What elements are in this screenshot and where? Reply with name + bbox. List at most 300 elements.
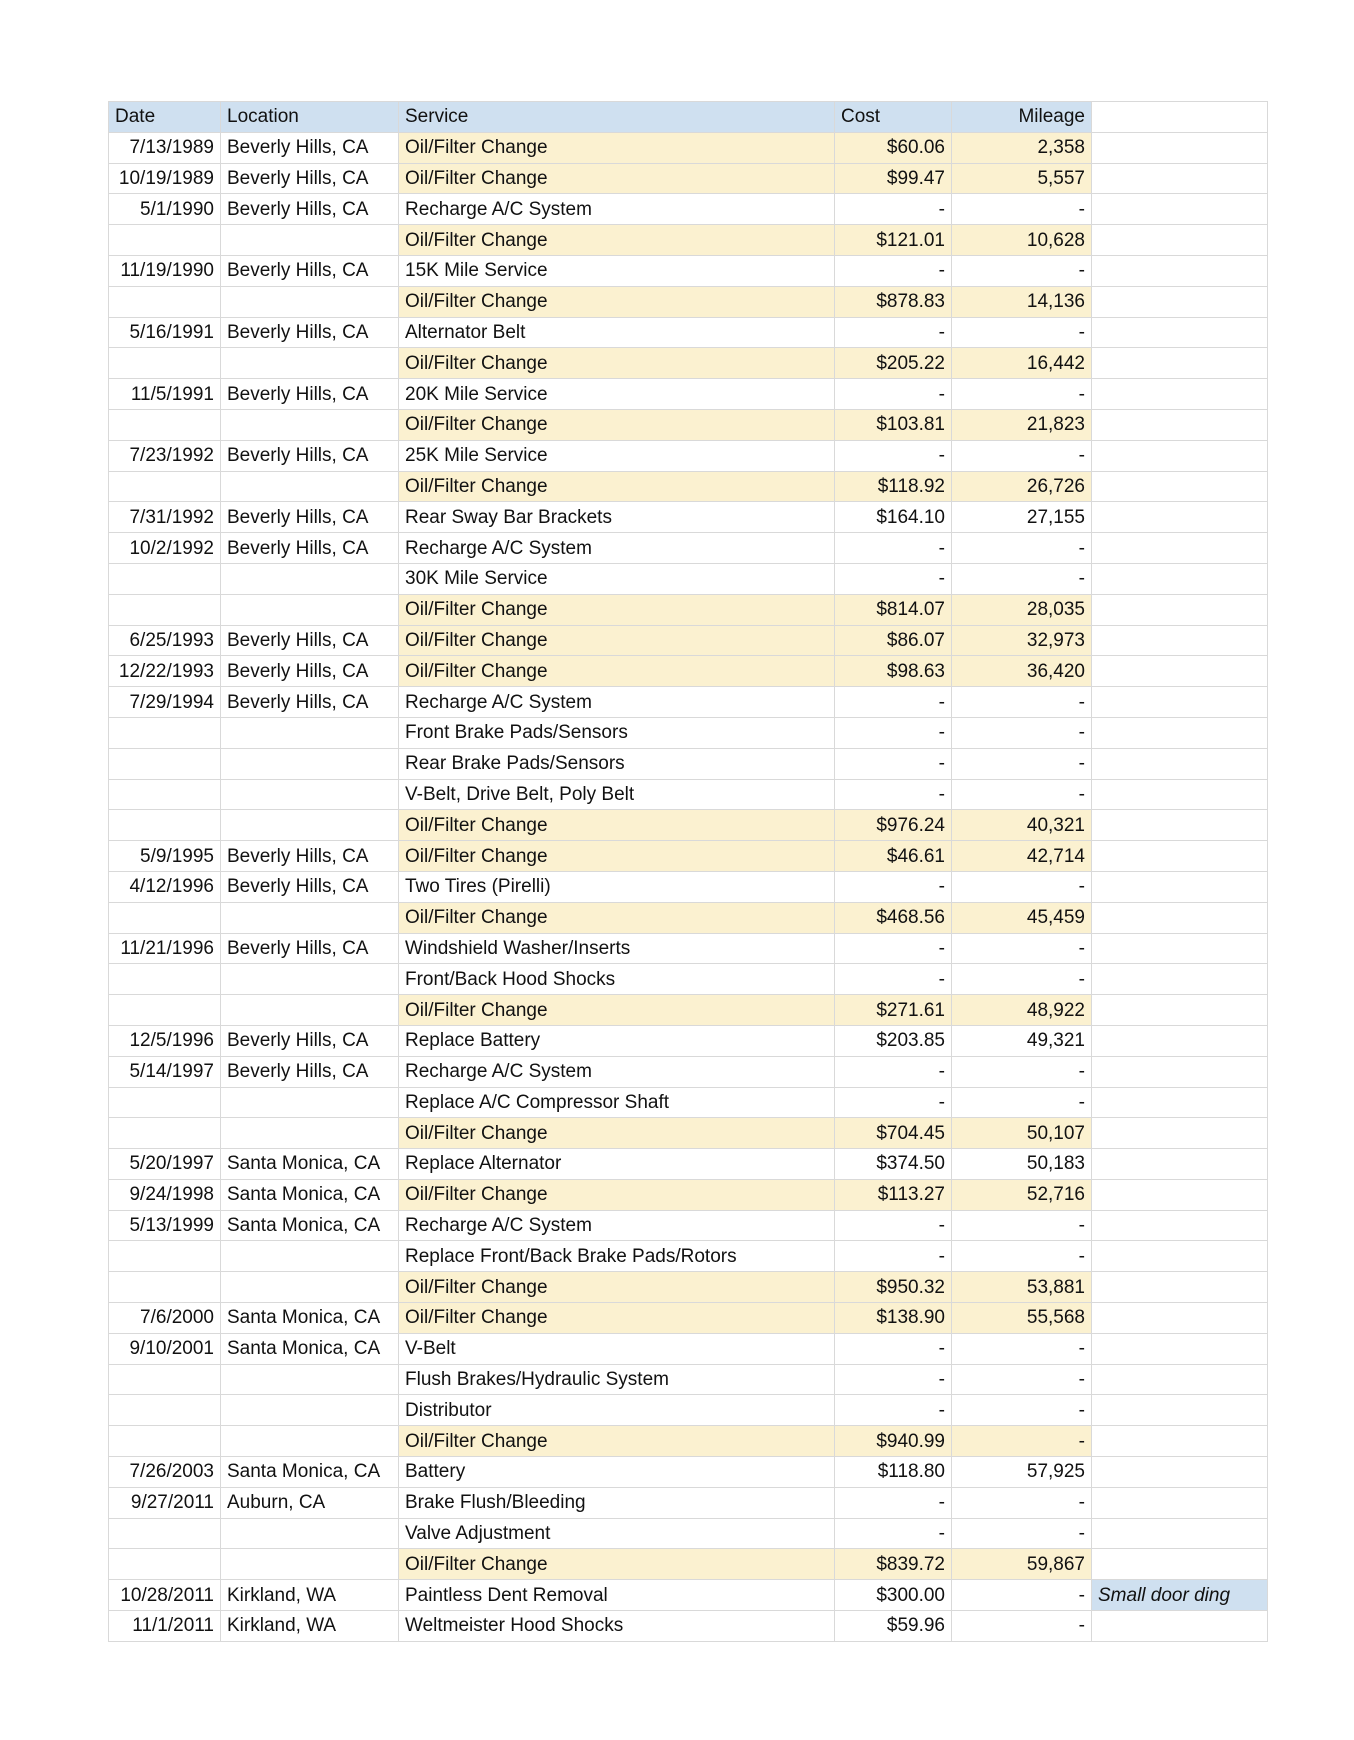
cell-cost[interactable]: - <box>835 194 952 225</box>
cell-mileage[interactable]: 45,459 <box>952 902 1092 933</box>
cell-location[interactable]: Auburn, CA <box>221 1487 399 1518</box>
cell-note[interactable] <box>1092 379 1268 410</box>
cell-location[interactable]: Beverly Hills, CA <box>221 163 399 194</box>
cell-mileage[interactable]: 5,557 <box>952 163 1092 194</box>
cell-date[interactable] <box>109 1364 221 1395</box>
cell-note[interactable] <box>1092 1149 1268 1180</box>
cell-note[interactable] <box>1092 471 1268 502</box>
cell-note[interactable] <box>1092 1241 1268 1272</box>
cell-note[interactable] <box>1092 1118 1268 1149</box>
cell-note[interactable] <box>1092 933 1268 964</box>
cell-mileage[interactable]: 42,714 <box>952 841 1092 872</box>
cell-date[interactable] <box>109 810 221 841</box>
cell-mileage[interactable]: - <box>952 1426 1092 1457</box>
cell-service[interactable]: Replace Battery <box>399 1025 835 1056</box>
cell-date[interactable]: 12/22/1993 <box>109 656 221 687</box>
cell-cost[interactable]: $950.32 <box>835 1272 952 1303</box>
cell-mileage[interactable]: - <box>952 1395 1092 1426</box>
cell-mileage[interactable]: 14,136 <box>952 286 1092 317</box>
cell-mileage[interactable]: - <box>952 379 1092 410</box>
cell-location[interactable]: Beverly Hills, CA <box>221 379 399 410</box>
cell-date[interactable]: 7/13/1989 <box>109 132 221 163</box>
cell-service[interactable]: Oil/Filter Change <box>399 471 835 502</box>
cell-location[interactable] <box>221 717 399 748</box>
cell-cost[interactable]: $103.81 <box>835 409 952 440</box>
cell-mileage[interactable]: - <box>952 563 1092 594</box>
cell-service[interactable]: Oil/Filter Change <box>399 1118 835 1149</box>
cell-mileage[interactable]: 21,823 <box>952 409 1092 440</box>
cell-location[interactable]: Beverly Hills, CA <box>221 255 399 286</box>
cell-date[interactable]: 10/2/1992 <box>109 533 221 564</box>
cell-service[interactable]: Oil/Filter Change <box>399 409 835 440</box>
cell-cost[interactable]: $203.85 <box>835 1025 952 1056</box>
header-mileage[interactable]: Mileage <box>952 102 1092 133</box>
cell-date[interactable]: 5/9/1995 <box>109 841 221 872</box>
cell-service[interactable]: Flush Brakes/Hydraulic System <box>399 1364 835 1395</box>
cell-service[interactable]: Oil/Filter Change <box>399 902 835 933</box>
cell-date[interactable]: 9/10/2001 <box>109 1333 221 1364</box>
cell-date[interactable] <box>109 409 221 440</box>
cell-note[interactable] <box>1092 1395 1268 1426</box>
cell-service[interactable]: Replace Alternator <box>399 1149 835 1180</box>
cell-location[interactable]: Beverly Hills, CA <box>221 1025 399 1056</box>
cell-date[interactable] <box>109 1518 221 1549</box>
cell-note[interactable] <box>1092 409 1268 440</box>
cell-note[interactable] <box>1092 871 1268 902</box>
cell-note[interactable]: Small door ding <box>1092 1580 1268 1611</box>
cell-mileage[interactable]: - <box>952 1611 1092 1642</box>
cell-location[interactable]: Beverly Hills, CA <box>221 194 399 225</box>
cell-date[interactable] <box>109 995 221 1026</box>
cell-cost[interactable]: - <box>835 1518 952 1549</box>
cell-note[interactable] <box>1092 163 1268 194</box>
cell-date[interactable]: 7/6/2000 <box>109 1303 221 1334</box>
cell-service[interactable]: Weltmeister Hood Shocks <box>399 1611 835 1642</box>
cell-service[interactable]: Oil/Filter Change <box>399 1179 835 1210</box>
cell-location[interactable] <box>221 563 399 594</box>
cell-note[interactable] <box>1092 717 1268 748</box>
cell-cost[interactable]: - <box>835 933 952 964</box>
cell-service[interactable]: Oil/Filter Change <box>399 625 835 656</box>
cell-mileage[interactable]: 49,321 <box>952 1025 1092 1056</box>
cell-note[interactable] <box>1092 902 1268 933</box>
cell-cost[interactable]: $121.01 <box>835 225 952 256</box>
cell-mileage[interactable]: 55,568 <box>952 1303 1092 1334</box>
cell-mileage[interactable]: 10,628 <box>952 225 1092 256</box>
cell-note[interactable] <box>1092 1518 1268 1549</box>
cell-mileage[interactable]: 16,442 <box>952 348 1092 379</box>
cell-location[interactable]: Beverly Hills, CA <box>221 687 399 718</box>
cell-note[interactable] <box>1092 1179 1268 1210</box>
cell-location[interactable]: Santa Monica, CA <box>221 1457 399 1488</box>
cell-cost[interactable]: - <box>835 779 952 810</box>
cell-date[interactable]: 5/1/1990 <box>109 194 221 225</box>
cell-location[interactable]: Kirkland, WA <box>221 1580 399 1611</box>
cell-mileage[interactable]: 57,925 <box>952 1457 1092 1488</box>
cell-cost[interactable]: - <box>835 1364 952 1395</box>
cell-mileage[interactable]: - <box>952 1333 1092 1364</box>
cell-date[interactable]: 7/26/2003 <box>109 1457 221 1488</box>
cell-mileage[interactable]: 40,321 <box>952 810 1092 841</box>
cell-location[interactable]: Beverly Hills, CA <box>221 625 399 656</box>
cell-note[interactable] <box>1092 1025 1268 1056</box>
cell-cost[interactable]: $704.45 <box>835 1118 952 1149</box>
cell-note[interactable] <box>1092 255 1268 286</box>
cell-service[interactable]: Recharge A/C System <box>399 533 835 564</box>
cell-cost[interactable]: - <box>835 533 952 564</box>
cell-date[interactable] <box>109 1426 221 1457</box>
cell-note[interactable] <box>1092 687 1268 718</box>
cell-date[interactable]: 5/20/1997 <box>109 1149 221 1180</box>
cell-location[interactable]: Santa Monica, CA <box>221 1149 399 1180</box>
cell-location[interactable]: Beverly Hills, CA <box>221 440 399 471</box>
cell-mileage[interactable]: 53,881 <box>952 1272 1092 1303</box>
cell-location[interactable]: Beverly Hills, CA <box>221 502 399 533</box>
cell-mileage[interactable]: 50,107 <box>952 1118 1092 1149</box>
cell-mileage[interactable]: - <box>952 1580 1092 1611</box>
cell-date[interactable] <box>109 1241 221 1272</box>
cell-cost[interactable]: - <box>835 317 952 348</box>
cell-cost[interactable]: - <box>835 717 952 748</box>
header-location[interactable]: Location <box>221 102 399 133</box>
cell-service[interactable]: Oil/Filter Change <box>399 810 835 841</box>
cell-cost[interactable]: $374.50 <box>835 1149 952 1180</box>
cell-cost[interactable]: - <box>835 1333 952 1364</box>
cell-location[interactable] <box>221 1241 399 1272</box>
cell-location[interactable]: Beverly Hills, CA <box>221 656 399 687</box>
cell-cost[interactable]: - <box>835 964 952 995</box>
cell-note[interactable] <box>1092 594 1268 625</box>
cell-cost[interactable]: $300.00 <box>835 1580 952 1611</box>
cell-cost[interactable]: - <box>835 563 952 594</box>
cell-location[interactable]: Beverly Hills, CA <box>221 933 399 964</box>
cell-note[interactable] <box>1092 1303 1268 1334</box>
cell-note[interactable] <box>1092 841 1268 872</box>
cell-date[interactable]: 11/1/2011 <box>109 1611 221 1642</box>
cell-location[interactable] <box>221 902 399 933</box>
cell-cost[interactable]: $60.06 <box>835 132 952 163</box>
cell-note[interactable] <box>1092 1364 1268 1395</box>
cell-location[interactable] <box>221 348 399 379</box>
cell-cost[interactable]: - <box>835 255 952 286</box>
cell-date[interactable] <box>109 348 221 379</box>
cell-service[interactable]: Oil/Filter Change <box>399 1549 835 1580</box>
cell-mileage[interactable]: - <box>952 1241 1092 1272</box>
cell-date[interactable] <box>109 779 221 810</box>
cell-note[interactable] <box>1092 317 1268 348</box>
cell-service[interactable]: Windshield Washer/Inserts <box>399 933 835 964</box>
cell-date[interactable] <box>109 902 221 933</box>
cell-service[interactable]: 30K Mile Service <box>399 563 835 594</box>
cell-note[interactable] <box>1092 348 1268 379</box>
cell-mileage[interactable]: 48,922 <box>952 995 1092 1026</box>
cell-service[interactable]: Oil/Filter Change <box>399 594 835 625</box>
cell-cost[interactable]: $839.72 <box>835 1549 952 1580</box>
cell-location[interactable] <box>221 471 399 502</box>
cell-service[interactable]: Oil/Filter Change <box>399 225 835 256</box>
cell-date[interactable]: 10/19/1989 <box>109 163 221 194</box>
cell-date[interactable]: 12/5/1996 <box>109 1025 221 1056</box>
cell-cost[interactable]: $98.63 <box>835 656 952 687</box>
cell-date[interactable]: 11/19/1990 <box>109 255 221 286</box>
cell-mileage[interactable]: - <box>952 1087 1092 1118</box>
cell-date[interactable] <box>109 471 221 502</box>
cell-date[interactable]: 7/29/1994 <box>109 687 221 718</box>
header-date[interactable]: Date <box>109 102 221 133</box>
cell-service[interactable]: Front/Back Hood Shocks <box>399 964 835 995</box>
cell-service[interactable]: Brake Flush/Bleeding <box>399 1487 835 1518</box>
cell-date[interactable]: 9/24/1998 <box>109 1179 221 1210</box>
cell-location[interactable]: Beverly Hills, CA <box>221 533 399 564</box>
cell-location[interactable] <box>221 1364 399 1395</box>
cell-location[interactable] <box>221 1272 399 1303</box>
cell-cost[interactable]: $164.10 <box>835 502 952 533</box>
cell-location[interactable]: Beverly Hills, CA <box>221 317 399 348</box>
cell-mileage[interactable]: - <box>952 1056 1092 1087</box>
cell-note[interactable] <box>1092 1549 1268 1580</box>
cell-service[interactable]: Recharge A/C System <box>399 687 835 718</box>
cell-cost[interactable]: - <box>835 687 952 718</box>
cell-cost[interactable]: - <box>835 440 952 471</box>
cell-mileage[interactable]: - <box>952 1210 1092 1241</box>
cell-mileage[interactable]: - <box>952 1518 1092 1549</box>
cell-note[interactable] <box>1092 625 1268 656</box>
cell-location[interactable] <box>221 1087 399 1118</box>
cell-location[interactable]: Beverly Hills, CA <box>221 871 399 902</box>
cell-date[interactable] <box>109 964 221 995</box>
cell-service[interactable]: Recharge A/C System <box>399 194 835 225</box>
cell-date[interactable]: 6/25/1993 <box>109 625 221 656</box>
cell-location[interactable] <box>221 748 399 779</box>
cell-cost[interactable]: - <box>835 1087 952 1118</box>
cell-service[interactable]: Paintless Dent Removal <box>399 1580 835 1611</box>
cell-note[interactable] <box>1092 995 1268 1026</box>
cell-mileage[interactable]: - <box>952 533 1092 564</box>
cell-service[interactable]: Replace A/C Compressor Shaft <box>399 1087 835 1118</box>
cell-mileage[interactable]: - <box>952 1487 1092 1518</box>
cell-mileage[interactable]: - <box>952 255 1092 286</box>
cell-note[interactable] <box>1092 964 1268 995</box>
cell-location[interactable] <box>221 964 399 995</box>
cell-mileage[interactable]: 50,183 <box>952 1149 1092 1180</box>
cell-note[interactable] <box>1092 1426 1268 1457</box>
header-service[interactable]: Service <box>399 102 835 133</box>
cell-date[interactable]: 11/5/1991 <box>109 379 221 410</box>
cell-mileage[interactable]: - <box>952 440 1092 471</box>
cell-cost[interactable]: $271.61 <box>835 995 952 1026</box>
cell-note[interactable] <box>1092 1056 1268 1087</box>
cell-service[interactable]: Oil/Filter Change <box>399 656 835 687</box>
cell-date[interactable] <box>109 1549 221 1580</box>
cell-service[interactable]: Alternator Belt <box>399 317 835 348</box>
cell-note[interactable] <box>1092 132 1268 163</box>
cell-date[interactable]: 7/23/1992 <box>109 440 221 471</box>
cell-mileage[interactable]: - <box>952 1364 1092 1395</box>
cell-service[interactable]: 20K Mile Service <box>399 379 835 410</box>
cell-cost[interactable]: $99.47 <box>835 163 952 194</box>
cell-location[interactable] <box>221 810 399 841</box>
cell-cost[interactable]: $468.56 <box>835 902 952 933</box>
cell-location[interactable]: Santa Monica, CA <box>221 1210 399 1241</box>
cell-service[interactable]: V-Belt, Drive Belt, Poly Belt <box>399 779 835 810</box>
cell-date[interactable]: 9/27/2011 <box>109 1487 221 1518</box>
cell-mileage[interactable]: 27,155 <box>952 502 1092 533</box>
cell-location[interactable] <box>221 594 399 625</box>
cell-mileage[interactable]: - <box>952 748 1092 779</box>
cell-note[interactable] <box>1092 1333 1268 1364</box>
cell-cost[interactable]: $118.92 <box>835 471 952 502</box>
cell-cost[interactable]: $814.07 <box>835 594 952 625</box>
cell-service[interactable]: 25K Mile Service <box>399 440 835 471</box>
cell-note[interactable] <box>1092 286 1268 317</box>
cell-location[interactable] <box>221 1426 399 1457</box>
cell-service[interactable]: Front Brake Pads/Sensors <box>399 717 835 748</box>
cell-date[interactable] <box>109 563 221 594</box>
cell-mileage[interactable]: 2,358 <box>952 132 1092 163</box>
cell-service[interactable]: Oil/Filter Change <box>399 286 835 317</box>
cell-note[interactable] <box>1092 810 1268 841</box>
cell-date[interactable] <box>109 286 221 317</box>
cell-mileage[interactable]: 59,867 <box>952 1549 1092 1580</box>
cell-note[interactable] <box>1092 656 1268 687</box>
cell-note[interactable] <box>1092 1457 1268 1488</box>
cell-cost[interactable]: $940.99 <box>835 1426 952 1457</box>
cell-cost[interactable]: $59.96 <box>835 1611 952 1642</box>
cell-date[interactable]: 5/16/1991 <box>109 317 221 348</box>
cell-cost[interactable]: $138.90 <box>835 1303 952 1334</box>
cell-mileage[interactable]: - <box>952 717 1092 748</box>
cell-location[interactable] <box>221 779 399 810</box>
cell-date[interactable] <box>109 225 221 256</box>
cell-note[interactable] <box>1092 533 1268 564</box>
header-cost[interactable]: Cost <box>835 102 952 133</box>
cell-location[interactable] <box>221 1395 399 1426</box>
cell-service[interactable]: Oil/Filter Change <box>399 163 835 194</box>
cell-service[interactable]: Distributor <box>399 1395 835 1426</box>
cell-date[interactable] <box>109 1118 221 1149</box>
cell-service[interactable]: Rear Sway Bar Brackets <box>399 502 835 533</box>
cell-cost[interactable]: $86.07 <box>835 625 952 656</box>
cell-service[interactable]: Recharge A/C System <box>399 1210 835 1241</box>
cell-location[interactable]: Kirkland, WA <box>221 1611 399 1642</box>
cell-location[interactable] <box>221 225 399 256</box>
cell-mileage[interactable]: - <box>952 194 1092 225</box>
cell-cost[interactable]: - <box>835 1210 952 1241</box>
cell-location[interactable]: Beverly Hills, CA <box>221 1056 399 1087</box>
cell-cost[interactable]: $46.61 <box>835 841 952 872</box>
cell-date[interactable] <box>109 1395 221 1426</box>
cell-mileage[interactable]: - <box>952 317 1092 348</box>
cell-mileage[interactable]: 28,035 <box>952 594 1092 625</box>
cell-note[interactable] <box>1092 748 1268 779</box>
cell-date[interactable] <box>109 1272 221 1303</box>
cell-cost[interactable]: $976.24 <box>835 810 952 841</box>
cell-service[interactable]: Oil/Filter Change <box>399 132 835 163</box>
cell-note[interactable] <box>1092 194 1268 225</box>
cell-service[interactable]: Battery <box>399 1457 835 1488</box>
cell-mileage[interactable]: - <box>952 687 1092 718</box>
cell-date[interactable]: 4/12/1996 <box>109 871 221 902</box>
cell-cost[interactable]: - <box>835 871 952 902</box>
cell-date[interactable] <box>109 748 221 779</box>
cell-date[interactable]: 5/13/1999 <box>109 1210 221 1241</box>
cell-date[interactable]: 5/14/1997 <box>109 1056 221 1087</box>
cell-date[interactable]: 10/28/2011 <box>109 1580 221 1611</box>
cell-service[interactable]: Oil/Filter Change <box>399 1303 835 1334</box>
cell-note[interactable] <box>1092 1487 1268 1518</box>
cell-cost[interactable]: $878.83 <box>835 286 952 317</box>
cell-cost[interactable]: $113.27 <box>835 1179 952 1210</box>
cell-service[interactable]: 15K Mile Service <box>399 255 835 286</box>
cell-date[interactable]: 7/31/1992 <box>109 502 221 533</box>
cell-mileage[interactable]: 52,716 <box>952 1179 1092 1210</box>
cell-cost[interactable]: $118.80 <box>835 1457 952 1488</box>
cell-mileage[interactable]: - <box>952 933 1092 964</box>
cell-date[interactable]: 11/21/1996 <box>109 933 221 964</box>
cell-service[interactable]: Recharge A/C System <box>399 1056 835 1087</box>
cell-location[interactable]: Santa Monica, CA <box>221 1303 399 1334</box>
cell-service[interactable]: Valve Adjustment <box>399 1518 835 1549</box>
cell-location[interactable] <box>221 1118 399 1149</box>
cell-service[interactable]: Oil/Filter Change <box>399 348 835 379</box>
cell-location[interactable] <box>221 1518 399 1549</box>
cell-cost[interactable]: - <box>835 1056 952 1087</box>
cell-service[interactable]: Oil/Filter Change <box>399 995 835 1026</box>
cell-date[interactable] <box>109 717 221 748</box>
cell-location[interactable]: Santa Monica, CA <box>221 1333 399 1364</box>
cell-note[interactable] <box>1092 502 1268 533</box>
cell-location[interactable] <box>221 286 399 317</box>
cell-location[interactable] <box>221 1549 399 1580</box>
cell-note[interactable] <box>1092 440 1268 471</box>
cell-date[interactable] <box>109 1087 221 1118</box>
cell-service[interactable]: Oil/Filter Change <box>399 1272 835 1303</box>
cell-service[interactable]: Rear Brake Pads/Sensors <box>399 748 835 779</box>
cell-service[interactable]: Replace Front/Back Brake Pads/Rotors <box>399 1241 835 1272</box>
cell-note[interactable] <box>1092 1210 1268 1241</box>
cell-location[interactable] <box>221 995 399 1026</box>
cell-note[interactable] <box>1092 779 1268 810</box>
cell-cost[interactable]: - <box>835 379 952 410</box>
cell-location[interactable]: Beverly Hills, CA <box>221 132 399 163</box>
cell-note[interactable] <box>1092 1272 1268 1303</box>
cell-service[interactable]: V-Belt <box>399 1333 835 1364</box>
cell-service[interactable]: Oil/Filter Change <box>399 1426 835 1457</box>
cell-location[interactable]: Beverly Hills, CA <box>221 841 399 872</box>
cell-location[interactable]: Santa Monica, CA <box>221 1179 399 1210</box>
cell-mileage[interactable]: - <box>952 871 1092 902</box>
cell-cost[interactable]: - <box>835 1487 952 1518</box>
cell-note[interactable] <box>1092 563 1268 594</box>
cell-location[interactable] <box>221 409 399 440</box>
cell-note[interactable] <box>1092 1611 1268 1642</box>
cell-mileage[interactable]: 36,420 <box>952 656 1092 687</box>
cell-mileage[interactable]: 26,726 <box>952 471 1092 502</box>
cell-note[interactable] <box>1092 1087 1268 1118</box>
cell-service[interactable]: Oil/Filter Change <box>399 841 835 872</box>
cell-mileage[interactable]: - <box>952 779 1092 810</box>
cell-cost[interactable]: - <box>835 1241 952 1272</box>
cell-mileage[interactable]: - <box>952 964 1092 995</box>
cell-cost[interactable]: - <box>835 1395 952 1426</box>
cell-note[interactable] <box>1092 225 1268 256</box>
cell-date[interactable] <box>109 594 221 625</box>
cell-cost[interactable]: - <box>835 748 952 779</box>
header-note[interactable] <box>1092 102 1268 133</box>
cell-cost[interactable]: $205.22 <box>835 348 952 379</box>
cell-mileage[interactable]: 32,973 <box>952 625 1092 656</box>
cell-service[interactable]: Two Tires (Pirelli) <box>399 871 835 902</box>
